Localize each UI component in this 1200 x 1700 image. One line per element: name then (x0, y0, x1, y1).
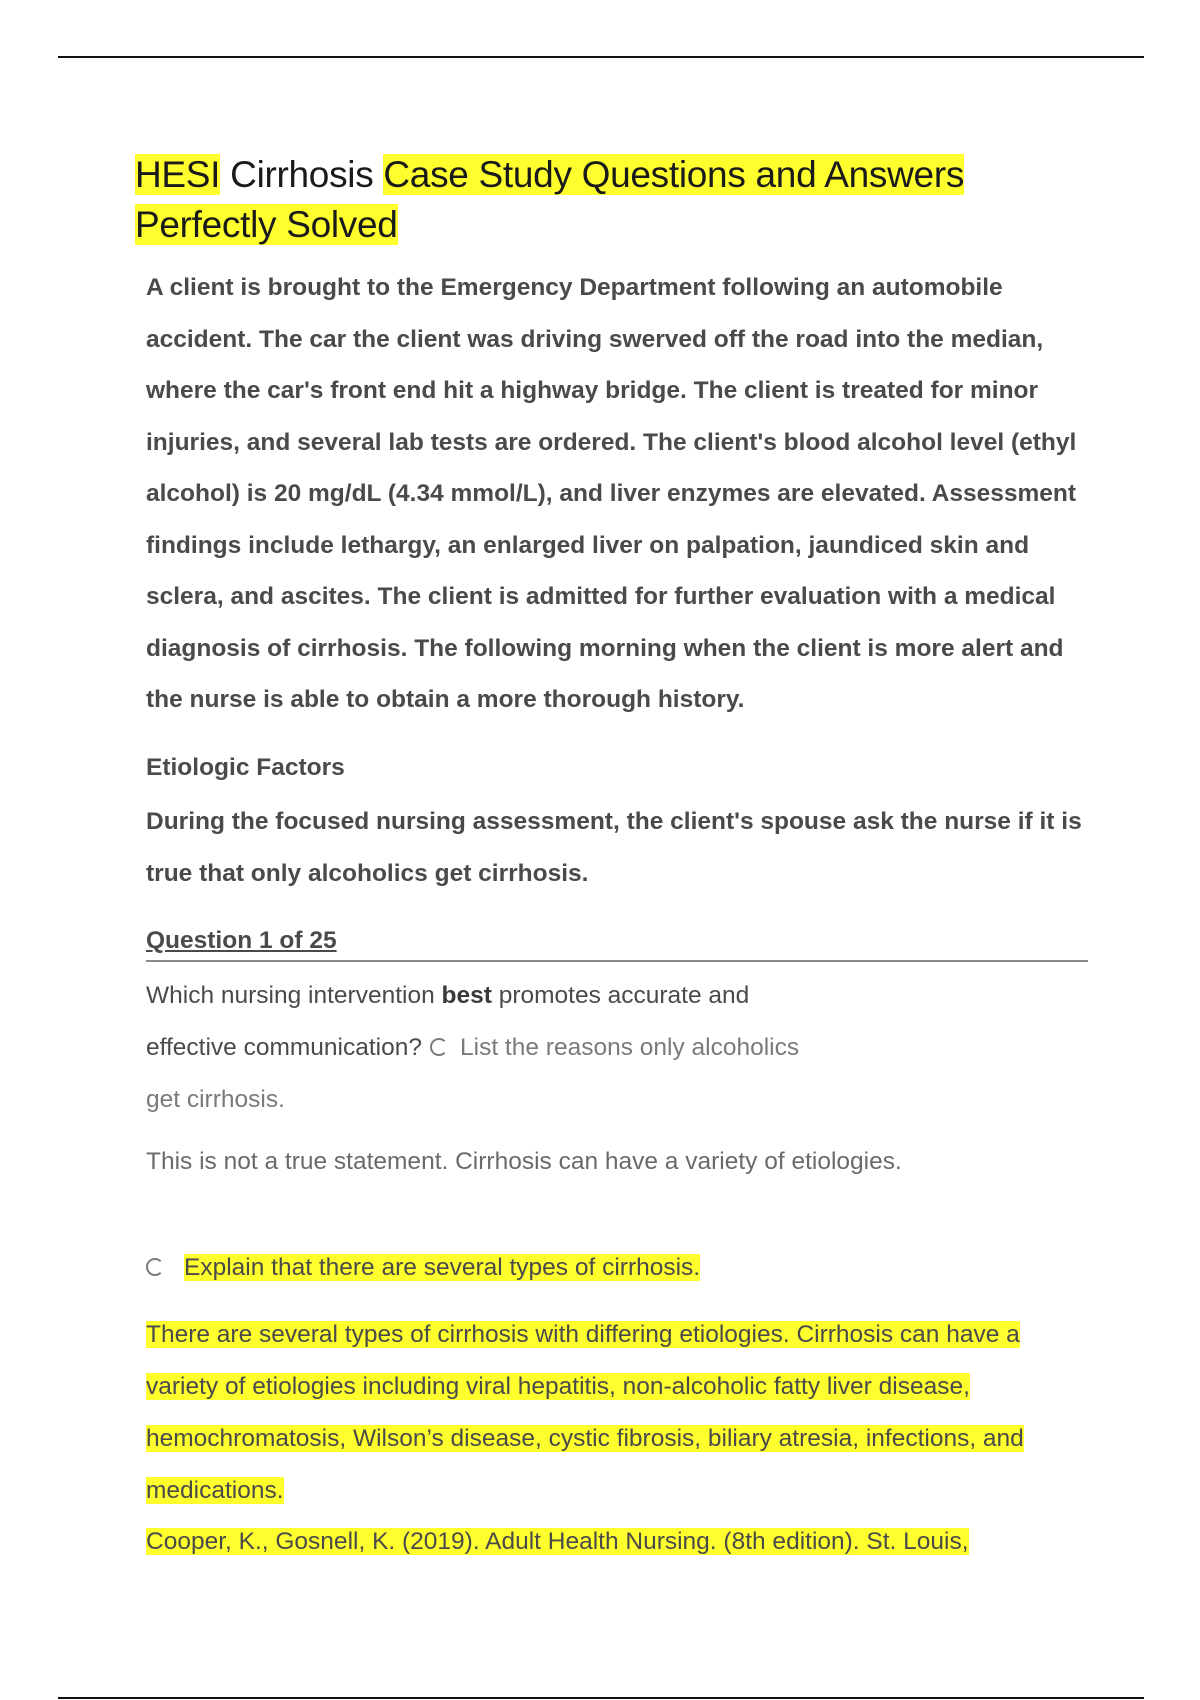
option-1-label[interactable]: List the reasons only alcoholics get cirrhosis. (146, 1034, 800, 1113)
case-intro-paragraph: A client is brought to the Emergency Department following an automobile accident. The car the client was driving swerved off the road into the median, where the car's front end hit a highway bridge. The client is treated for minor injuries, and several lab tests are ordered. The client's blood alcohol level (ethyl alcohol) is 20 mg/dL (4.34 mmol/L), and liver enzymes are elevated. Assessment findings include lethargy, an enlarged liver on palpation, jaundiced skin and sclera, and ascites. The client is admitted for further evaluation with a medical diagnosis of cirrhosis. The following morning when the client is more alert and the nurse is able to obtain a more thorough history. (146, 274, 1077, 713)
question-text-before: Which nursing intervention (146, 982, 442, 1009)
title-highlight-hesi: HESI (135, 154, 221, 195)
citation (146, 1516, 969, 1568)
scenario-paragraph: During the focused nursing assessment, the client's spouse ask the nurse if it is true that only alcoholics get cirrhosis. (146, 808, 1082, 887)
bottom-rule (58, 1697, 1144, 1699)
option-2-feedback (146, 1309, 1096, 1517)
question-header (146, 922, 1088, 962)
option-2-feedback-text: There are several types of cirrhosis with differing etiologies. Cirrhosis can have a variety of etiologies including viral hepatitis, non-alcoholic fatty liver disease, hemochromatosis, Wilson’s disease, cystic fibrosis, biliary atresia, infections, and medications. (146, 1321, 1024, 1504)
option-2[interactable] (146, 1245, 700, 1291)
question-text-bold: best (441, 982, 492, 1009)
citation-text: Cooper, K., Gosnell, K. (2019). Adult Health Nursing. (8th edition). St. Louis, (146, 1528, 969, 1555)
document-title (135, 150, 1115, 250)
question-text-after: promotes accurate and effective communication? (146, 982, 750, 1061)
option-1-feedback: This is not a true statement. Cirrhosis can have a variety of etiologies. (146, 1148, 902, 1175)
question-text (146, 970, 826, 1126)
title-cirrhosis: Cirrhosis (220, 154, 384, 195)
option-2-label[interactable]: Explain that there are several types of cirrhosis. (184, 1254, 701, 1281)
section-heading: Etiologic Factors (146, 754, 345, 781)
option-2-radio[interactable] (146, 1258, 164, 1276)
option-1-radio[interactable] (430, 1038, 448, 1056)
title-highlight-rest: Case Study Questions and Answers Perfectly Solved (135, 154, 965, 245)
question-counter: Question 1 of 25 (146, 927, 337, 954)
top-rule (58, 56, 1144, 58)
